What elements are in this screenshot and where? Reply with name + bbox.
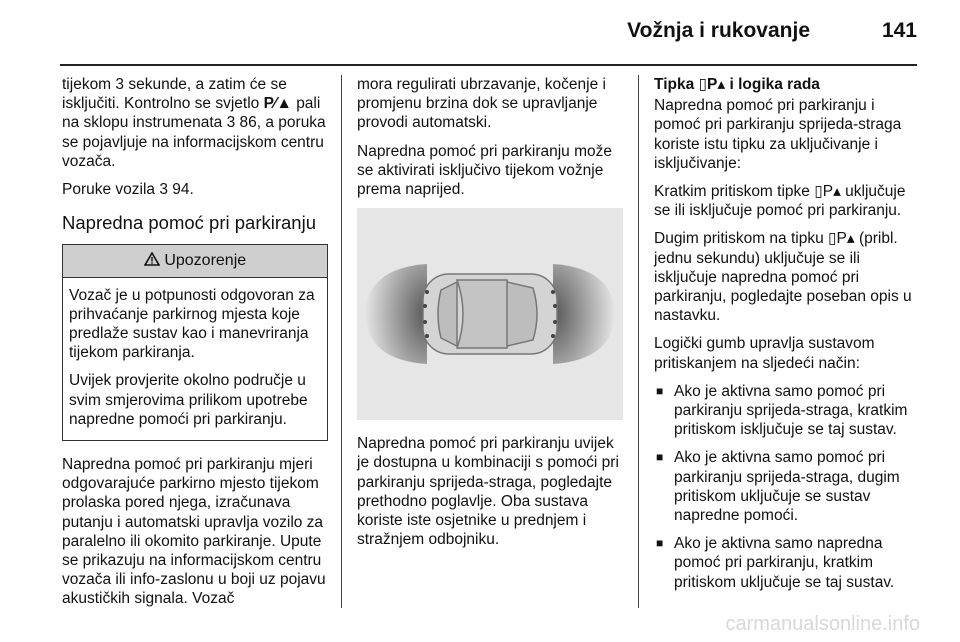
- column-divider-1: [341, 75, 342, 608]
- logic-bullet-list: [654, 382, 924, 592]
- bullet-text: Ako je aktivna samo pomoć pri parkiranju sprijeda-straga, kratkim pritiskom isključuje se taj sustav.: [674, 382, 908, 439]
- warning-box: [62, 244, 328, 441]
- header-title: Vožnja i rukovanje: [627, 19, 810, 42]
- column-2: [357, 75, 623, 558]
- warning-icon: [144, 252, 164, 269]
- col2-paragraph-2: Napredna pomoć pri parkiranju može se aktivirati isključivo tijekom vožnje prema naprijed.: [357, 142, 613, 199]
- car-sensor-illustration: [357, 208, 623, 420]
- col3-paragraph-2: Kratkim pritiskom tipke ▯P▴ uključuje se ili isključuje pomoć pri parkiranju.: [654, 183, 906, 220]
- col1-p1-text-b: pali na sklopu instrumenata: [62, 95, 321, 132]
- watermark: carmanualsonline.info: [725, 613, 920, 635]
- col3-paragraph-3: Dugim pritiskom na tipku ▯P▴ (pribl. jednu sekundu) uključuje se ili isključuje napredna pomoć pri parkiranju, pogledajte poseban opis u nastavku.: [654, 230, 912, 325]
- list-item: [654, 448, 924, 525]
- list-item: [654, 382, 924, 440]
- col1-paragraph-3: Napredna pomoć pri parkiranju mjeri odgovarajuće parkirno mjesto tijekom prolaska pored njega, izračunava putanju i automatski upravlja vozilo za paralelno ili okomito parkiranje. Upute se prikazuju na informacijskom centru vozača ili info-zaslonu u boji uz pojavu akustičkih signala. Vozač: [62, 456, 326, 608]
- col3-paragraph-1: Napredna pomoć pri parkiranju i pomoć pri parkiranju sprijeda-straga koriste istu tipku za uključivanje i isključivanje:: [654, 97, 902, 172]
- header-rule: [60, 64, 917, 66]
- column-3: [654, 75, 924, 601]
- column-1: [62, 75, 328, 618]
- col2-paragraph-3: Napredna pomoć pri parkiranju uvijek je dostupna u kombinaciji s pomoći pri parkiranju sprijeda-straga, pogledajte prethodno poglavlje. Oba sustava koriste iste osjetnike u prednjem i stražnjem odbojniku.: [357, 435, 619, 549]
- col2-paragraph-1: mora regulirati ubrzavanje, kočenje i promjenu brzina dok se upravljanje provodi automatski.: [357, 76, 606, 132]
- bullet-text: Ako je aktivna samo pomoć pri parkiranju sprijeda-straga, dugim pritiskom uključuje se sustav napredne pomoći.: [674, 449, 900, 525]
- page-number: 141: [881, 19, 917, 42]
- col1-p1-ref: 3 86, a poruka se pojavljuje na informacijskom centru vozača.: [62, 114, 326, 170]
- bullet-icon: ■: [656, 536, 664, 551]
- bullet-icon: ■: [656, 450, 664, 465]
- col1-paragraph-2: Poruke vozila 3 94.: [62, 181, 194, 199]
- parking-sensor-figure: [357, 208, 623, 420]
- section-title: Napredna pomoć pri parkiranju: [62, 212, 316, 234]
- bullet-icon: ■: [656, 383, 664, 398]
- warning-paragraph-1: Vozač je u potpunosti odgovoran za prihvaćanje parkirnog mjesta koje predlaže sustav kao i manevriranja tijekom parkiranja.: [69, 286, 315, 362]
- col3-paragraph-4: Logički gumb upravlja sustavom pritiskanjem na sljedeći način:: [654, 335, 875, 372]
- col1-p1-text: tijekom 3 sekunde, a zatim će se isključiti. Kontrolno se svjetlo: [62, 76, 287, 113]
- warning-body: [63, 278, 327, 440]
- warning-title: Upozorenje: [164, 252, 247, 270]
- col3-title: Tipka ▯P▴ i logika rada: [654, 76, 820, 93]
- warning-paragraph-2: Uvijek provjerite okolno područje u svim smjerovima prilikom upotrebe napredne pomoći pri parkiranju.: [69, 372, 308, 428]
- column-divider-2: [638, 75, 639, 608]
- list-item: [654, 534, 924, 592]
- park-assist-icon: P⁄▲: [263, 95, 292, 113]
- col1-paragraph-1: [62, 75, 328, 171]
- bullet-text: Ako je aktivna samo napredna pomoć pri parkiranju, kratkim pritiskom uključuje se taj sustav.: [674, 535, 895, 591]
- car-top-view: [423, 274, 557, 354]
- warning-header: [63, 245, 327, 277]
